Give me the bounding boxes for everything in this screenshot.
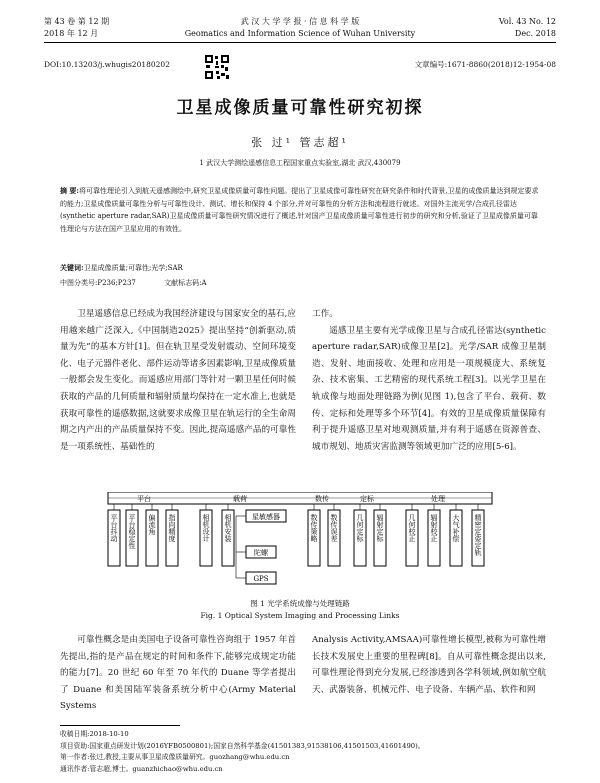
- paper-title: 卫星成像质量可靠性研究初探: [176, 98, 424, 118]
- continuation-text: 工作。: [312, 309, 338, 319]
- process-item-radiometric-correction: 辐射校正: [430, 514, 438, 542]
- footnotes: [60, 729, 556, 775]
- platform-item-drift-angle: 偏流角: [148, 514, 156, 535]
- date-en: Dec. 2018: [514, 29, 556, 38]
- figure-1-diagram: [100, 492, 500, 592]
- process-item-precise-attitude-orbit: 精密定姿定轨: [474, 514, 482, 556]
- footnote-rule: [60, 725, 180, 726]
- authors: 张 过¹ 管志超¹: [251, 136, 349, 149]
- calib-item-radiometric: 辐射定标: [376, 514, 384, 542]
- satellite-paragraph: 遥感卫星主要有光学成像卫星与合成孔径雷达(synthetic aperture radar,SAR)成像卫星[2]。光学/SAR 成像卫星制造、发射、地面接收、处理和应用是一项规模庞大、系统复杂、技术密集、工艺精密的现代系统工程[3]。以光学卫星在轨成像与地面处理链路为例(见图 1),包含了平台、载荷、数传、定标和处理等多个环节[4]。有效的卫星成像质量保障有利于提升遥感卫星对地观测质量,并有利于遥感在资源普查、城市规划、地质灾害监测等领域更加广泛的应用[5-6]。: [312, 325, 546, 452]
- lower-column-right: [312, 632, 546, 698]
- volume-cn: 第 43 卷 第 12 期: [44, 17, 110, 26]
- keywords-text: 卫星成像质量;可靠性;光学;SAR: [83, 264, 183, 272]
- stage-label-payload: 载荷: [233, 495, 247, 503]
- payload-item-camera-design: 相机设计: [202, 514, 210, 542]
- body-column-left: [60, 306, 296, 455]
- doi: DOI:10.13203/j.whugis20180202: [44, 60, 170, 69]
- reliability-continuation: Analysis Activity,AMSAA)可靠性增长模型,被称为可靠性增长技术发展史上重要的里程碑[8]。自从可靠性概念提出以来,可靠性理论得到充分发展,已经渗透到各学科领域,例如航空航天、武器装备、机械元件、电子设备、车辆产品、软件和网: [312, 635, 546, 695]
- journal-name-cn: 武 汉 大 学 学 报 · 信 息 科 学 版: [240, 17, 360, 26]
- process-item-atmospheric: 大气补偿: [452, 514, 460, 542]
- intro-paragraph: 卫星遥感信息已经成为我国经济建设与国家安全的基石,应用越来越广泛深入,《中国制造2025》提出坚持“创新驱动,质量为先”的基本方针[1]。但在轨卫星受发射震动、空间环境变化、电子元器件老化、部件运动等诸多因素影响,卫星成像质量一般都会发生变化。而遥感应用部门等针对一颗卫星任何时候获取的产品的几何质量和辐射质量均保持在一定水准上,也就是获取可靠性的遥感数据,这就要求成像卫星在轨运行的全生命周期之内产出的产品质量保持不变。因此,提高遥感产品的可靠性是一项系统性、基础性的: [60, 309, 296, 452]
- reliability-paragraph: 可靠性概念是由美国电子设备可靠性咨询组于 1957 年首先提出,指的是产品在规定的时间和条件下,能够完成规定功能的能力[7]。20 世纪 60 年至 70 年代的 Duane 等学者提出了 Duane 和美国陆军装备系统分析中心(Army Material Systems: [60, 635, 296, 712]
- abstract-label: 摘 要:: [60, 186, 80, 195]
- classification: [60, 277, 540, 289]
- platform-item-stability: 平台稳定性: [128, 514, 136, 549]
- document-code: 文献标志码:A: [164, 279, 207, 287]
- datalink-item-strategy: 数传策略: [310, 514, 318, 542]
- payload-sub-star-sensor: 星敏感器: [252, 513, 280, 521]
- volume-en: Vol. 43 No. 12: [498, 17, 556, 26]
- received-date: 收稿日期:2018-10-10: [60, 730, 129, 738]
- date-cn: 2018 年 12 月: [44, 29, 99, 38]
- funding: 项目资助:国家重点研发计划(2016YFB0500801);国家自然科学基金(41501383,91538106,41501503,41601490)。: [60, 741, 425, 750]
- keywords-label: 关键词:: [60, 263, 84, 272]
- keywords: [60, 262, 540, 274]
- platform-item-pointing: 指向精度: [168, 514, 176, 542]
- stage-label-platform: 平台: [137, 495, 151, 503]
- payload-sub-gps: GPS: [253, 575, 269, 583]
- payload-item-camera-install: 相机安装: [224, 514, 232, 542]
- datalink-item-error: 数传误差: [330, 514, 338, 542]
- process-item-geometric-correction: 几何校正: [408, 514, 416, 542]
- qr-code-icon: [204, 54, 230, 80]
- header-rule: [44, 42, 556, 43]
- header-center: [44, 16, 556, 40]
- abstract: [60, 185, 540, 235]
- figure-caption-en: Fig. 1 Optical System Imaging and Processing Links: [200, 611, 400, 620]
- stage-label-datalink: 数传: [315, 495, 329, 503]
- body-column-right: [312, 306, 546, 455]
- figure-caption-cn: 图 1 光学系统成像与处理链路: [250, 599, 350, 608]
- affiliation: 1 武汉大学测绘遥感信息工程国家重点实验室,湖北 武汉,430079: [199, 159, 401, 167]
- article-number: 文章编号:1671-8860(2018)12-1954-08: [414, 60, 556, 69]
- lower-column-left: [60, 632, 296, 715]
- first-author: 第一作者:张过,教授,主要从事卫星成像质量研究。guozhang@whu.edu.cn: [60, 753, 290, 761]
- header-right: [499, 16, 556, 40]
- clc-number: 中图分类号:P236;P237: [60, 279, 136, 287]
- corresponding-author: 通讯作者:管志超,博士。guanzhichao@whu.edu.cn: [60, 764, 223, 773]
- stage-label-processing: 处理: [431, 495, 445, 503]
- journal-name-en: Geomatics and Information Science of Wuhan University: [184, 29, 416, 38]
- abstract-text: 将可靠性理论引入到航天遥感测绘中,研究卫星成像质量可靠性问题。提出了卫星成像可靠性研究在研究条件和时代背景,卫星的成像质量达到规定要求的能力;卫星成像质量可靠性分析与可靠性设计、测试、增长和保持 4 个部分,并对可靠性的分析方法和流程进行就述。对国外主流光学/合成孔径雷达(synthetic aperture radar,SAR)卫星成像质量可靠性研究情况进行了概述,针对国产卫星成像质量可靠性进行初步的研究和分析,验证了卫星成像质量可靠性理论与方法在国产卫星应用的有效性。: [60, 187, 539, 233]
- stage-label-calibration: 定标: [360, 495, 374, 503]
- platform-item-jitter: 平台抖动: [110, 514, 118, 542]
- calib-item-geometric: 几何定标: [356, 514, 364, 542]
- payload-sub-gyro: 陀螺: [254, 549, 268, 557]
